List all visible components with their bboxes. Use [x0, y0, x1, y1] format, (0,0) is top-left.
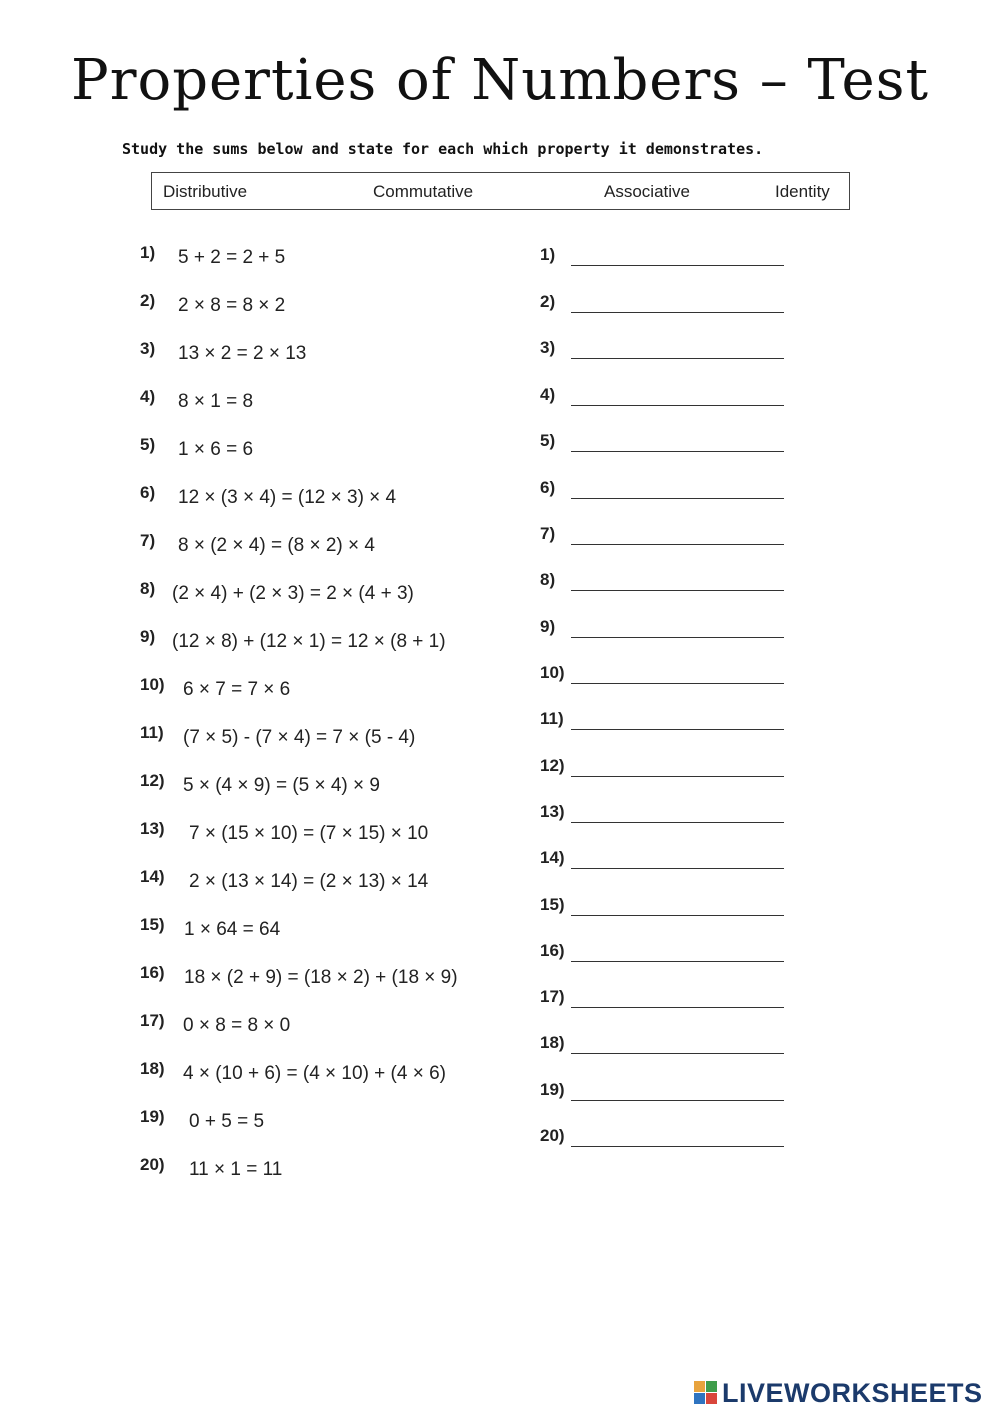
- answer-number: 3): [540, 338, 556, 357]
- answer-number: 19): [540, 1080, 565, 1099]
- answer-blank[interactable]: [571, 915, 784, 916]
- answer-row: [540, 848, 790, 881]
- question-equation: 6 × 7 = 7 × 6: [183, 679, 291, 700]
- answer-row: [540, 941, 790, 974]
- word-bank-item: Identity: [775, 182, 830, 201]
- question-number: 5): [140, 435, 156, 454]
- answer-number: 17): [540, 987, 565, 1006]
- answer-number: 4): [540, 385, 556, 404]
- answer-number: 16): [540, 941, 565, 960]
- answer-blank[interactable]: [571, 265, 784, 266]
- question-equation: 2 × 8 = 8 × 2: [178, 295, 286, 316]
- page-title: Properties of Numbers – Test: [71, 48, 929, 113]
- word-bank: [151, 172, 850, 210]
- question-equation: 13 × 2 = 2 × 13: [178, 343, 307, 364]
- answer-row: [540, 1033, 790, 1066]
- answer-number: 6): [540, 478, 556, 497]
- answer-blank[interactable]: [571, 1100, 784, 1101]
- answer-number: 2): [540, 292, 556, 311]
- answer-number: 9): [540, 617, 556, 636]
- answer-row: [540, 895, 790, 928]
- answer-row: [540, 245, 790, 278]
- question-number: 20): [140, 1155, 165, 1174]
- question-equation: 8 × 1 = 8: [178, 391, 254, 412]
- question-number: 14): [140, 867, 165, 886]
- question-number: 6): [140, 483, 156, 502]
- answer-row: [540, 709, 790, 742]
- question-equation: 8 × (2 × 4) = (8 × 2) × 4: [178, 535, 375, 556]
- question-number: 18): [140, 1059, 165, 1078]
- question-equation: (12 × 8) + (12 × 1) = 12 × (8 + 1): [172, 631, 446, 652]
- question-number: 13): [140, 819, 165, 838]
- question-equation: 12 × (3 × 4) = (12 × 3) × 4: [178, 487, 397, 508]
- question-equation: 18 × (2 + 9) = (18 × 2) + (18 × 9): [184, 967, 458, 988]
- question-number: 7): [140, 531, 156, 550]
- answer-blank[interactable]: [571, 358, 784, 359]
- question-number: 16): [140, 963, 165, 982]
- question-number: 1): [140, 243, 156, 262]
- question-number: 4): [140, 387, 156, 406]
- question-number: 3): [140, 339, 156, 358]
- answer-number: 8): [540, 570, 556, 589]
- answer-number: 11): [540, 709, 564, 728]
- question-equation: 0 + 5 = 5: [189, 1111, 265, 1132]
- question-equation: 1 × 6 = 6: [178, 439, 254, 460]
- answer-row: [540, 385, 790, 418]
- answer-blank[interactable]: [571, 729, 784, 730]
- question-number: 8): [140, 579, 156, 598]
- answer-blank[interactable]: [571, 1007, 784, 1008]
- answer-row: [540, 987, 790, 1020]
- question-number: 17): [140, 1011, 165, 1030]
- question-equation: 5 × (4 × 9) = (5 × 4) × 9: [183, 775, 380, 796]
- liveworksheets-logo: [694, 1378, 994, 1412]
- question-equation: 0 × 8 = 8 × 0: [183, 1015, 291, 1036]
- question-equation: 2 × (13 × 14) = (2 × 13) × 14: [189, 871, 429, 892]
- word-bank-item: Commutative: [373, 182, 474, 201]
- question-number: 2): [140, 291, 156, 310]
- logo-icon: [694, 1381, 718, 1405]
- answer-blank[interactable]: [571, 312, 784, 313]
- question-equation: 7 × (15 × 10) = (7 × 15) × 10: [189, 823, 429, 844]
- answer-row: [540, 431, 790, 464]
- answer-row: [540, 292, 790, 325]
- question-number: 12): [140, 771, 165, 790]
- question-number: 9): [140, 627, 156, 646]
- answer-row: [540, 756, 790, 789]
- answer-number: 7): [540, 524, 556, 543]
- answer-blank[interactable]: [571, 776, 784, 777]
- answer-number: 12): [540, 756, 565, 775]
- word-bank-item: Associative: [604, 182, 690, 201]
- answer-row: [540, 663, 790, 696]
- question-equation: 4 × (10 + 6) = (4 × 10) + (4 × 6): [183, 1063, 446, 1084]
- question-equation: (2 × 4) + (2 × 3) = 2 × (4 + 3): [172, 583, 414, 604]
- answer-row: [540, 338, 790, 371]
- question-number: 15): [140, 915, 165, 934]
- answer-number: 15): [540, 895, 565, 914]
- answer-number: 5): [540, 431, 556, 450]
- answer-row: [540, 570, 790, 603]
- answer-blank[interactable]: [571, 1146, 784, 1147]
- answer-row: [540, 802, 790, 835]
- answer-number: 1): [540, 245, 556, 264]
- answer-blank[interactable]: [571, 405, 784, 406]
- answer-number: 13): [540, 802, 565, 821]
- word-bank-item: Distributive: [163, 182, 248, 201]
- answer-blank[interactable]: [571, 451, 784, 452]
- answer-row: [540, 524, 790, 557]
- answer-blank[interactable]: [571, 498, 784, 499]
- logo-text: LIVEWORKSHEETS: [722, 1378, 983, 1408]
- question-number: 11): [140, 723, 164, 742]
- question-number: 10): [140, 675, 165, 694]
- instruction-text: Study the sums below and state for each which property it demonstrates.: [122, 140, 764, 158]
- answer-blank[interactable]: [571, 544, 784, 545]
- question-equation: 11 × 1 = 11: [189, 1159, 283, 1180]
- question-number: 19): [140, 1107, 165, 1126]
- answer-blank[interactable]: [571, 1053, 784, 1054]
- answer-row: [540, 1080, 790, 1113]
- answer-number: 18): [540, 1033, 565, 1052]
- answer-blank[interactable]: [571, 683, 784, 684]
- answer-number: 10): [540, 663, 565, 682]
- answer-number: 14): [540, 848, 565, 867]
- answer-number: 20): [540, 1126, 565, 1145]
- answer-blank[interactable]: [571, 590, 784, 591]
- answer-blank[interactable]: [571, 868, 784, 869]
- question-equation: 5 + 2 = 2 + 5: [178, 247, 286, 268]
- answer-row: [540, 1126, 790, 1159]
- answer-blank[interactable]: [571, 961, 784, 962]
- answer-row: [540, 617, 790, 650]
- answer-row: [540, 478, 790, 511]
- question-equation: (7 × 5) - (7 × 4) = 7 × (5 - 4): [183, 727, 416, 748]
- question-equation: 1 × 64 = 64: [184, 919, 281, 940]
- answer-blank[interactable]: [571, 637, 784, 638]
- answer-blank[interactable]: [571, 822, 784, 823]
